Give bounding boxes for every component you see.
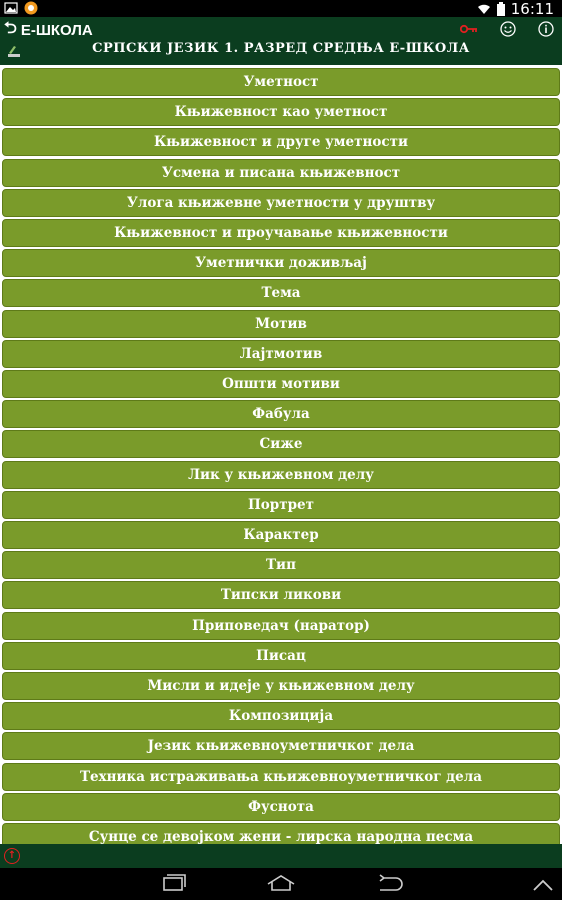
page-title: СРПСКИ ЈЕЗИК 1. РАЗРЕД СРЕДЊА Е-ШКОЛА [92, 41, 470, 56]
list-item[interactable]: Сиже [2, 430, 560, 458]
recent-apps-icon[interactable] [160, 874, 186, 892]
list-item[interactable]: Мотив [2, 310, 560, 338]
home-icon[interactable] [266, 874, 296, 892]
list-item[interactable]: Језик књижевноуметничког дела [2, 732, 560, 760]
back-arrow-icon: ⮌ [4, 19, 17, 37]
list-item[interactable]: Карактер [2, 521, 560, 549]
back-nav-icon[interactable] [376, 874, 404, 892]
battery-icon [497, 2, 505, 16]
list-item[interactable]: Мисли и идеје у књижевном делу [2, 672, 560, 700]
status-time: 16:11 [510, 0, 554, 18]
back-button[interactable] [4, 20, 93, 40]
smiley-icon[interactable] [500, 21, 516, 37]
list-item[interactable]: Усмена и писана књижевност [2, 159, 560, 187]
app-notification-icon [24, 1, 38, 15]
keyboard-hide-icon[interactable] [532, 878, 554, 892]
list-item[interactable]: Писац [2, 642, 560, 670]
gallery-notification-icon [4, 1, 18, 15]
list-item[interactable]: Фуснота [2, 793, 560, 821]
list-item[interactable]: Лајтмотив [2, 340, 560, 368]
scroll-up-icon[interactable]: ↑ [4, 848, 20, 864]
list-item[interactable]: Тип [2, 551, 560, 579]
lesson-list[interactable] [0, 66, 562, 844]
action-bar [0, 17, 562, 65]
list-item[interactable]: Фабула [2, 400, 560, 428]
navigation-bar [0, 868, 562, 900]
list-item[interactable]: Приповедач (наратор) [2, 612, 560, 640]
logout-key-icon[interactable] [460, 23, 478, 35]
info-icon[interactable] [538, 21, 554, 37]
list-item[interactable]: Улога књижевне уметности у друштву [2, 189, 560, 217]
list-item[interactable]: Уметност [2, 68, 560, 96]
list-item[interactable]: Књижевност и проучавање књижевности [2, 219, 560, 247]
list-item[interactable]: Општи мотиви [2, 370, 560, 398]
app-name: Е-ШКОЛА [20, 21, 93, 39]
list-item[interactable]: Тема [2, 279, 560, 307]
list-item[interactable]: Уметнички доживљај [2, 249, 560, 277]
list-item[interactable]: Сунце се девојком жени - лирска народна песма [2, 823, 560, 844]
list-item[interactable]: Техника истраживања књижевноуметничког дела [2, 763, 560, 791]
list-item[interactable]: Портрет [2, 491, 560, 519]
list-item[interactable]: Композиција [2, 702, 560, 730]
list-item[interactable]: Лик у књижевном делу [2, 461, 560, 489]
wifi-icon [477, 3, 491, 15]
bottom-bar [0, 844, 562, 868]
list-item[interactable]: Типски ликови [2, 581, 560, 609]
list-item[interactable]: Књижевност као уметност [2, 98, 560, 126]
list-item[interactable]: Књижевност и друге уметности [2, 128, 560, 156]
status-bar [0, 0, 562, 17]
